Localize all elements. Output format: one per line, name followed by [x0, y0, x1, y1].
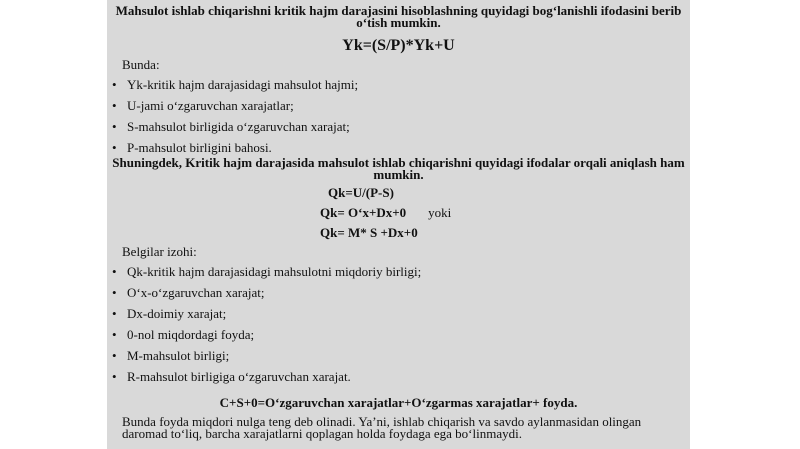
- list-item: • R-mahsulot birligiga o‘zgaruvchan xarajat.: [107, 366, 421, 387]
- bullet: •: [112, 98, 117, 113]
- bullet: •: [112, 119, 117, 134]
- summary-formula: C+S+0=O‘zgaruvchan xarajatlar+O‘zgarmas xarajatlar+ foyda.: [219, 395, 578, 410]
- bullet: •: [112, 77, 117, 92]
- formula-qk-3: Qk= M* S +Dx+0: [320, 225, 418, 240]
- formula-qk-2: Qk= O‘x+Dx+0 yoki: [320, 205, 452, 220]
- section-label-belgilar: Belgilar izohi:: [122, 244, 197, 259]
- bullet: •: [112, 285, 117, 300]
- bullet: •: [112, 306, 117, 321]
- list-item: • Dx-doimiy xarajat;: [107, 303, 421, 324]
- formula-note: yoki: [428, 205, 452, 220]
- list-item: • U-jami o‘zgaruvchan xarajatlar;: [107, 95, 358, 116]
- list-item: • O‘x-o‘zgaruvchan xarajat;: [107, 282, 421, 303]
- bullet: •: [112, 140, 117, 155]
- legend-list: [107, 261, 421, 387]
- subtitle: Shuningdek, Kritik hajm darajasida mahsulot ishlab chiqarishni quyidagi ifodalar orqali aniqlash ham mumkin.: [112, 155, 685, 182]
- list-item: • Yk-kritik hajm darajasidagi mahsulot hajmi;: [107, 74, 358, 95]
- bullet: •: [112, 348, 117, 363]
- bullet: •: [112, 264, 117, 279]
- section-label-bunda: Bunda:: [122, 57, 160, 72]
- bullet: •: [112, 369, 117, 384]
- bullet: •: [112, 327, 117, 342]
- formula-qk-1: Qk=U/(P-S): [328, 185, 394, 200]
- list-item: • P-mahsulot birligini bahosi.: [107, 137, 358, 158]
- list-item: • 0-nol miqdordagi foyda;: [107, 324, 421, 345]
- main-formula: Yk=(S/P)*Yk+U: [342, 37, 455, 54]
- slide: [107, 0, 690, 449]
- footer-text: Bunda foyda miqdori nulga teng deb olinadi. Ya’ni, ishlab chiqarish va savdo aylanmasidan olingan daromad to‘liq, barcha xarajatlarni qoplagan holda foydaga ega bo‘linmaydi.: [122, 414, 642, 441]
- slide-title: Mahsulot ishlab chiqarishni kritik hajm darajasini hisoblashning quyidagi bog‘lanishli ifodasini berib o‘tish mumkin.: [115, 3, 682, 30]
- list-item: • Qk-kritik hajm darajasidagi mahsulotni miqdoriy birligi;: [107, 261, 421, 282]
- list-item: • S-mahsulot birligida o‘zgaruvchan xarajat;: [107, 116, 358, 137]
- list-item: • M-mahsulot birligi;: [107, 345, 421, 366]
- definitions-list: [107, 74, 358, 158]
